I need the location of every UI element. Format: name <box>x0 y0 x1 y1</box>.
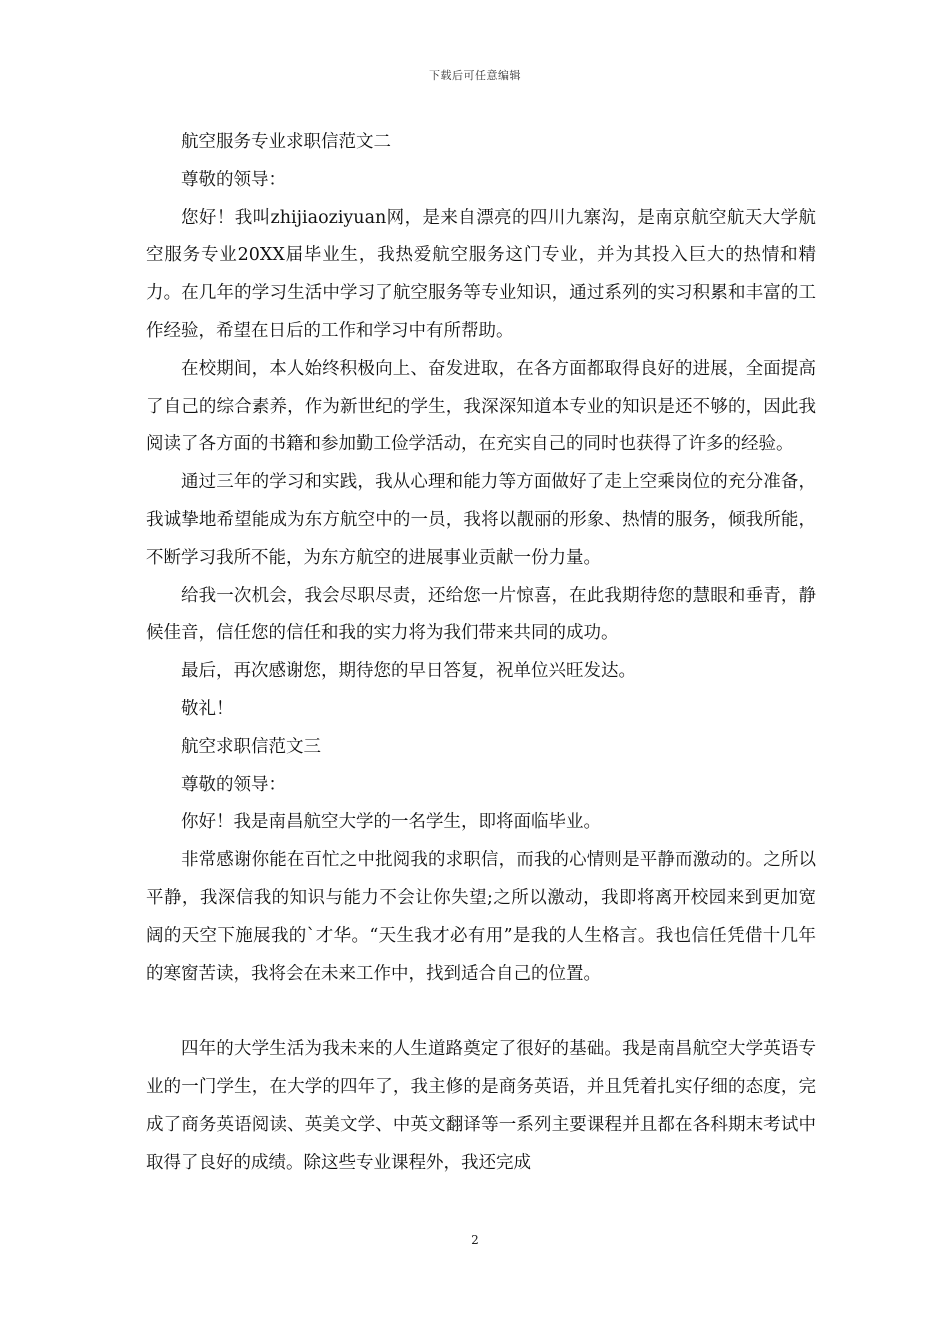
section-title: 航空求职信范文三 <box>181 736 321 757</box>
body-paragraph: 您好！我叫zhijiaoziyuan网，是来自漂亮的四川九寨沟，是南京航空航天大学航空服务专业20XX届毕业生，我热爱航空服务这门专业，并为其投入巨大的热情和精力。在几年的学习生活中学习了航空服务等专业知识，通过系列的实习积累和丰富的工作经验，希望在日后的工作和学习中有所帮助。 <box>146 207 816 341</box>
closing-line: 最后，再次感谢您，期待您的早日答复，祝单位兴旺发达。 <box>181 661 636 682</box>
body-paragraph: 给我一次机会，我会尽职尽责，还给您一片惊喜，在此我期待您的慧眼和垂青，静候佳音，信任您的信任和我的实力将为我们带来共同的成功。 <box>146 585 816 644</box>
body-paragraph: 通过三年的学习和实践，我从心理和能力等方面做好了走上空乘岗位的充分准备，我诚挚地希望能成为东方航空中的一员，我将以靓丽的形象、热情的服务，倾我所能，不断学习我所不能，为东方航空的进展事业贡献一份力量。 <box>146 472 816 568</box>
body-paragraph: 在校期间，本人始终积极向上、奋发进取，在各方面都取得良好的进展，全面提高了自己的综合素养，作为新世纪的学生，我深深知道本专业的知识是还不够的，因此我阅读了各方面的书籍和参加勤工俭学活动，在充实自己的同时也获得了许多的经验。 <box>146 358 816 455</box>
section-title: 航空服务专业求职信范文二 <box>181 132 391 152</box>
paragraph-gap <box>146 993 816 1031</box>
body-paragraph: 你好！我是南昌航空大学的一名学生，即将面临毕业。 <box>181 812 601 833</box>
body-paragraph: 非常感谢你能在百忙之中批阅我的求职信，而我的心情则是平静而激动的。之所以平静，我深信我的知识与能力不会让你失望;之所以激动，我即将离开校园来到更加宽阔的天空下施展我的`才华。“天生我才必有用”是我的人生格言。我也信任凭借十几年的寒窗苦读，我将会在未来工作中，找到适合自己的位置。 <box>146 850 816 984</box>
document-body <box>146 124 816 1182</box>
body-paragraph: 四年的大学生活为我未来的人生道路奠定了很好的基础。我是南昌航空大学英语专业的一门学生，在大学的四年了，我主修的是商务英语，并且凭着扎实仔细的态度，完成了商务英语阅读、英美文学、中英文翻译等一系列主要课程并且都在各科期末考试中取得了良好的成绩。除这些专业课程外，我还完成 <box>146 1039 816 1173</box>
salutation: 尊敬的领导： <box>181 774 286 795</box>
page-number: 2 <box>471 1233 479 1247</box>
page-header: 下载后可任意编辑 <box>429 69 521 82</box>
salutation: 尊敬的领导： <box>181 169 286 190</box>
sign-off: 敬礼！ <box>181 698 234 719</box>
